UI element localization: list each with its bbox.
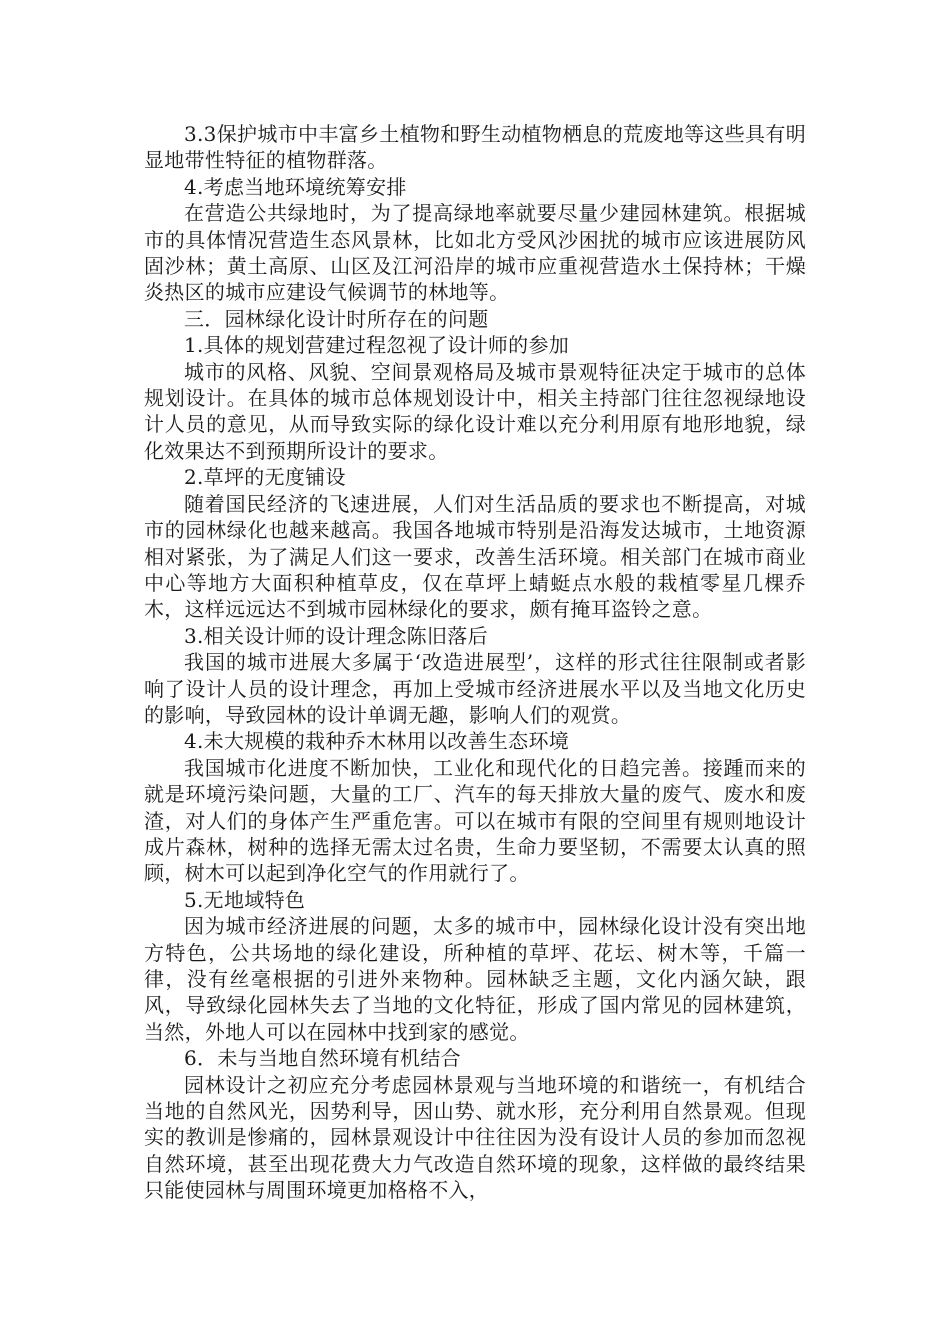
paragraph-urbanization: 我国城市化进度不断加快，工业化和现代化的日趋完善。接踵而来的就是环境污染问题，大量的工厂、汽车的每天排放大量的废气、废水和废渣，对人们的身体产生严重危害。可以在城市有限的空间里有规则地设计成片森林，树种的选择无需太过名贵，生命力要坚韧，不需要太认真的照顾，树木可以起到净化空气的作用就行了。 [144,755,806,886]
paragraph-public-green-space: 在营造公共绿地时，为了提高绿地率就要尽量少建园林建筑。根据城市的具体情况营造生态风景林，比如北方受风沙困扰的城市应该进展防风固沙林；黄土高原、山区及江河沿岸的城市应重视营造水土保持林；干燥炎热区的城市应建设气候调节的林地等。 [144,201,806,305]
paragraph-3-3: 3.3保护城市中丰富乡土植物和野生动植物栖息的荒废地等这些具有明显地带性特征的植物群落。 [144,122,806,173]
heading-4-trees: 4.未大规模的栽种乔木林用以改善生态环境 [184,729,570,754]
heading-2-lawn: 2.草坪的无度铺设 [184,465,346,490]
paragraph-harmony: 园林设计之初应充分考虑园林景观与当地环境的和谐统一，有机结合当地的自然风光，因势利导，因山势、就水形，充分利用自然景观。但现实的教训是惨痛的，园林景观设计中往往因为没有设计人员的参加而忽视自然环境，甚至出现花费大力气改造自然环境的现象，这样做的最终结果只能使园林与周围环境更加格格不入， [144,1072,806,1203]
section-heading-three: 三．园林绿化设计时所存在的问题 [184,306,489,331]
paragraph-renovation: 我国的城市进展大多属于‘改造进展型’，这样的形式往往限制或者影响了设计人员的设计理念，再加上受城市经济进展水平以及当地文化历史的影响，导致园林的设计单调无趣，影响人们的观赏。 [144,650,806,727]
heading-4: 4.考虑当地环境统筹安排 [184,174,407,199]
paragraph-regional-features: 因为城市经济进展的问题，太多的城市中，园林绿化设计没有突出地方特色，公共场地的绿化建设，所种植的草坪、花坛、树木等，千篇一律，没有丝毫根据的引进外来物种。园林缺乏主题，文化内涵欠缺，跟风，导致绿化园林失去了当地的文化特征，形成了国内常见的园林建筑，当然，外地人可以在园林中找到家的感觉。 [144,914,806,1044]
heading-6-nature: 6．未与当地自然环境有机结合 [184,1046,461,1071]
paragraph-economy: 随着国民经济的飞速进展，人们对生活品质的要求也不断提高，对城市的园林绿化也越来越高。我国各地城市特别是沿海发达城市，土地资源相对紧张，为了满足人们这一要求，改善生活环境。相关部门在城市商业中心等地方大面积种植草皮，仅在草坪上蜻蜓点水般的栽植零星几棵乔木，这样远远达不到城市园林绿化的要求，颇有掩耳盗铃之意。 [144,491,806,622]
heading-3-designers: 3.相关设计师的设计理念陈旧落后 [184,623,488,648]
heading-1-planning: 1.具体的规划营建过程忽视了设计师的参加 [184,333,570,358]
document-body [144,121,806,1204]
paragraph-city-style: 城市的风格、风貌、空间景观格局及城市景观特征决定于城市的总体规划设计。在具体的城市总体规划设计中，相关主持部门往往忽视绿地设计人员的意见，从而导致实际的绿化设计难以充分利用原有地形地貌，绿化效果达不到预期所设计的要求。 [144,359,806,463]
heading-5-regional: 5.无地域特色 [184,887,306,912]
